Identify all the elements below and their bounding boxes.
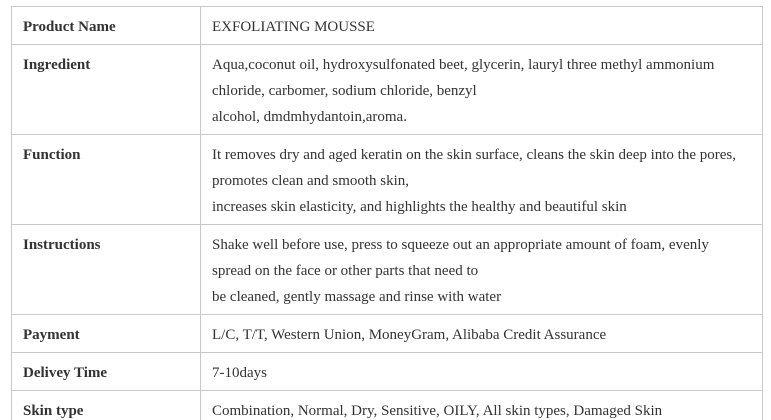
row-value-ingredient	[201, 45, 763, 135]
value-line: Shake well before use, press to squeeze out an appropriate amount of foam, evenly	[212, 237, 709, 253]
table-row-payment	[12, 315, 763, 353]
value-line: Combination, Normal, Dry, Sensitive, OILY, All skin types, Damaged Skin	[212, 403, 663, 419]
value-line: spread on the face or other parts that need to	[212, 263, 479, 279]
row-label-skin-type: Skin type	[12, 391, 201, 420]
value-line: promotes clean and smooth skin,	[212, 173, 410, 189]
value-line: Aqua,coconut oil, hydroxysulfonated beet, glycerin, lauryl three methyl ammonium	[212, 57, 715, 73]
row-value-product-name	[201, 7, 763, 45]
value-line: EXFOLIATING MOUSSE	[212, 19, 375, 35]
row-label-payment: Payment	[12, 315, 201, 353]
table-row-function	[12, 135, 763, 225]
table-row-product-name	[12, 7, 763, 45]
row-label-product-name: Product Name	[12, 7, 201, 45]
row-label-instructions: Instructions	[12, 225, 201, 315]
product-spec-table	[11, 6, 763, 420]
table-row-ingredient	[12, 45, 763, 135]
row-value-delivery-time	[201, 353, 763, 391]
row-label-function: Function	[12, 135, 201, 225]
value-line: be cleaned, gently massage and rinse with water	[212, 289, 502, 305]
table-row-instructions	[12, 225, 763, 315]
value-line: 7-10days	[212, 365, 267, 381]
value-line: L/C, T/T, Western Union, MoneyGram, Alibaba Credit Assurance	[212, 327, 607, 343]
value-line: alcohol, dmdmhydantoin,aroma.	[212, 109, 407, 125]
value-line: It removes dry and aged keratin on the skin surface, cleans the skin deep into the pores,	[212, 147, 736, 163]
row-value-instructions	[201, 225, 763, 315]
row-label-delivery-time: Delivey Time	[12, 353, 201, 391]
row-value-payment	[201, 315, 763, 353]
row-value-skin-type	[201, 391, 763, 420]
value-line: chloride, carbomer, sodium chloride, benzyl	[212, 83, 477, 99]
table-row-delivery-time	[12, 353, 763, 391]
row-label-ingredient: Ingredient	[12, 45, 201, 135]
row-value-function	[201, 135, 763, 225]
table-row-skin-type	[12, 391, 763, 420]
value-line: increases skin elasticity, and highlights the healthy and beautiful skin	[212, 199, 627, 215]
